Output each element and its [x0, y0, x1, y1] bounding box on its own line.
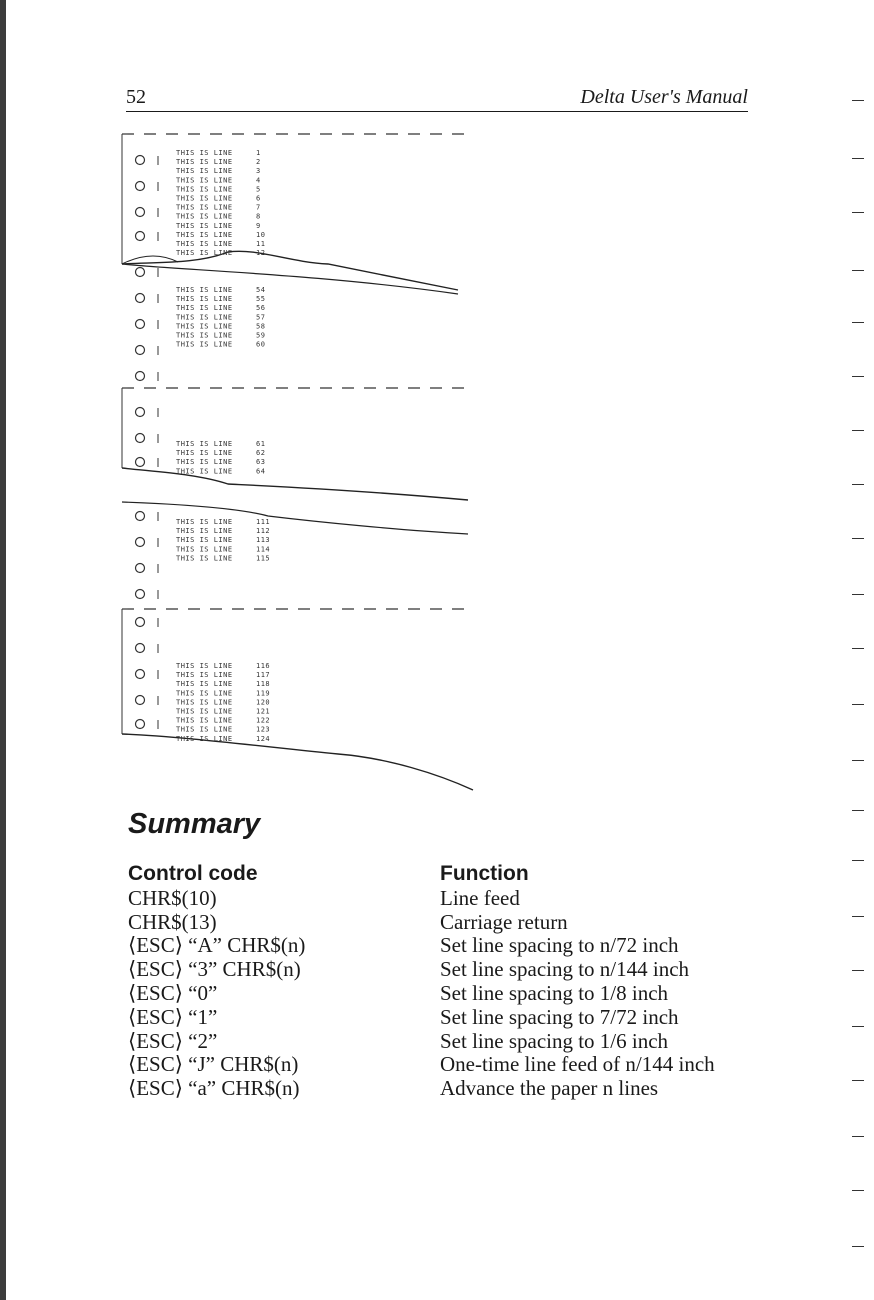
printed-line-text: THIS IS LINE — [176, 221, 233, 230]
printed-line-number: 121 — [256, 707, 271, 716]
page-number: 52 — [126, 86, 146, 108]
printed-line-number: 55 — [256, 295, 266, 304]
printed-line-number: 12 — [256, 249, 266, 258]
printed-line-text: THIS IS LINE — [176, 167, 233, 176]
printed-line-text: THIS IS LINE — [176, 304, 233, 313]
function-description: One-time line feed of n/144 inch — [440, 1052, 715, 1077]
printed-line-text: THIS IS LINE — [176, 176, 233, 185]
control-code-header: Control code — [128, 862, 258, 885]
sprocket-hole — [136, 208, 145, 217]
printed-line-number: 11 — [256, 240, 266, 248]
torn-edge — [122, 251, 458, 290]
printed-line-number: 115 — [256, 554, 271, 563]
printed-line-text: THIS IS LINE — [176, 536, 233, 545]
sprocket-hole — [136, 408, 145, 417]
printed-lines — [176, 149, 270, 743]
function-description: Carriage return — [440, 909, 568, 934]
sprocket-hole — [136, 618, 145, 627]
printed-line-number: 58 — [256, 322, 266, 331]
function-description: Set line spacing to 1/8 inch — [440, 980, 669, 1005]
function-description: Set line spacing to n/72 inch — [440, 933, 679, 958]
control-code: ⟨ESC⟩ “1” — [128, 1004, 218, 1029]
running-title: Delta User's Manual — [580, 86, 748, 108]
sprocket-hole — [136, 294, 145, 303]
printed-line-number: 113 — [256, 536, 271, 545]
margin-tick — [852, 1080, 864, 1081]
printed-line-number: 10 — [256, 230, 266, 239]
printed-line-number: 7 — [256, 203, 261, 212]
printed-line-text: THIS IS LINE — [176, 449, 233, 458]
margin-tick — [852, 1136, 864, 1137]
header-rule — [126, 111, 748, 112]
torn-edge — [122, 468, 468, 500]
margin-tick — [852, 1190, 864, 1191]
printed-line-number: 3 — [256, 167, 261, 176]
printed-line-number: 4 — [256, 176, 261, 185]
control-code: ⟨ESC⟩ “3” CHR$(n) — [128, 957, 301, 982]
printed-line-number: 122 — [256, 716, 271, 725]
sprocket-hole — [136, 644, 145, 653]
margin-tick — [852, 1026, 864, 1027]
sprocket-hole — [136, 268, 145, 277]
control-code: ⟨ESC⟩ “A” CHR$(n) — [128, 933, 306, 958]
printed-line-number: 6 — [256, 194, 261, 203]
function-description: Set line spacing to n/144 inch — [440, 957, 690, 982]
printed-line-number: 8 — [256, 212, 261, 221]
printed-line-number: 124 — [256, 734, 271, 743]
torn-edge — [122, 502, 468, 534]
function-column — [440, 862, 770, 1101]
control-code-column — [128, 862, 428, 1101]
printed-line-number: 9 — [256, 221, 261, 230]
printed-line-number: 59 — [256, 331, 266, 340]
margin-tick — [852, 158, 864, 159]
printed-line-number: 112 — [256, 527, 271, 536]
printed-line-number: 117 — [256, 671, 271, 680]
printed-line-number: 5 — [256, 185, 261, 194]
printed-line-text: THIS IS LINE — [176, 212, 233, 221]
printed-line-text: THIS IS LINE — [176, 467, 233, 476]
printed-line-number: 54 — [256, 286, 266, 294]
printed-line-number: 2 — [256, 158, 261, 167]
torn-edge — [122, 734, 473, 790]
function-description: Line feed — [440, 885, 520, 910]
sprocket-hole — [136, 346, 145, 355]
margin-tick — [852, 704, 864, 705]
printed-line-number: 1 — [256, 149, 261, 157]
printed-line-text: THIS IS LINE — [176, 322, 233, 331]
control-code: ⟨ESC⟩ “a” CHR$(n) — [128, 1076, 300, 1101]
printed-line-text: THIS IS LINE — [176, 662, 233, 670]
printed-line-text: THIS IS LINE — [176, 440, 233, 448]
function-description: Advance the paper n lines — [440, 1076, 659, 1101]
sprocket-hole — [136, 156, 145, 165]
sprocket-hole — [136, 512, 145, 521]
printed-line-number: 57 — [256, 313, 266, 322]
printed-line-text: THIS IS LINE — [176, 185, 233, 194]
margin-tick — [852, 212, 864, 213]
printed-line-text: THIS IS LINE — [176, 149, 233, 157]
margin-tick — [852, 1246, 864, 1247]
margin-tick — [852, 970, 864, 971]
printed-line-text: THIS IS LINE — [176, 680, 233, 689]
margin-tick — [852, 376, 864, 377]
sprocket-hole — [136, 458, 145, 467]
sprocket-hole — [136, 590, 145, 599]
printed-line-number: 64 — [256, 467, 266, 476]
printed-line-number: 120 — [256, 698, 271, 707]
sprocket-hole — [136, 720, 145, 729]
printed-line-text: THIS IS LINE — [176, 295, 233, 304]
printed-line-text: THIS IS LINE — [176, 707, 233, 716]
sprocket-hole — [136, 434, 145, 443]
margin-tick — [852, 484, 864, 485]
printed-line-text: THIS IS LINE — [176, 203, 233, 212]
printed-line-text: THIS IS LINE — [176, 518, 233, 526]
sprocket-hole — [136, 670, 145, 679]
sprocket-hole — [136, 182, 145, 191]
margin-tick — [852, 100, 864, 101]
printed-line-number: 62 — [256, 449, 266, 458]
margin-tick — [852, 860, 864, 861]
printed-line-text: THIS IS LINE — [176, 671, 233, 680]
margin-tick — [852, 322, 864, 323]
control-code: ⟨ESC⟩ “0” — [128, 980, 218, 1005]
printed-line-number: 114 — [256, 545, 271, 554]
printed-line-number: 61 — [256, 440, 266, 448]
function-description: Set line spacing to 1/6 inch — [440, 1028, 669, 1053]
printout-illustration — [118, 124, 478, 804]
printed-line-number: 123 — [256, 725, 271, 734]
printed-line-text: THIS IS LINE — [176, 340, 233, 349]
binding-edge — [0, 0, 6, 1300]
printed-line-text: THIS IS LINE — [176, 240, 233, 248]
printed-line-text: THIS IS LINE — [176, 689, 233, 698]
control-code: CHR$(13) — [128, 909, 217, 934]
printed-line-text: THIS IS LINE — [176, 554, 233, 563]
control-code: ⟨ESC⟩ “2” — [128, 1028, 218, 1053]
printed-line-text: THIS IS LINE — [176, 249, 233, 258]
sprocket-hole — [136, 564, 145, 573]
printed-line-text: THIS IS LINE — [176, 716, 233, 725]
printed-line-number: 118 — [256, 680, 271, 689]
margin-tick — [852, 270, 864, 271]
margin-tick — [852, 916, 864, 917]
torn-edge — [122, 264, 458, 294]
margin-tick — [852, 430, 864, 431]
sprocket-holes — [136, 156, 159, 730]
margin-tick — [852, 648, 864, 649]
control-code: CHR$(10) — [128, 885, 217, 910]
sprocket-hole — [136, 372, 145, 381]
function-header: Function — [440, 862, 529, 885]
printed-line-text: THIS IS LINE — [176, 698, 233, 707]
margin-tick — [852, 594, 864, 595]
control-code: ⟨ESC⟩ “J” CHR$(n) — [128, 1052, 299, 1077]
printed-line-number: 111 — [256, 518, 271, 526]
printed-line-text: THIS IS LINE — [176, 194, 233, 203]
sprocket-hole — [136, 696, 145, 705]
sprocket-hole — [136, 232, 145, 241]
printed-line-text: THIS IS LINE — [176, 158, 233, 167]
function-description: Set line spacing to 7/72 inch — [440, 1004, 679, 1029]
printed-line-number: 63 — [256, 458, 266, 467]
printout-figure — [118, 124, 478, 804]
printed-line-text: THIS IS LINE — [176, 545, 233, 554]
printed-line-text: THIS IS LINE — [176, 331, 233, 340]
printed-line-text: THIS IS LINE — [176, 725, 233, 734]
printed-line-text: THIS IS LINE — [176, 286, 233, 294]
printed-line-number: 119 — [256, 689, 271, 698]
printed-line-text: THIS IS LINE — [176, 458, 233, 467]
margin-tick-marks — [848, 100, 864, 1260]
margin-tick — [852, 810, 864, 811]
margin-tick — [852, 538, 864, 539]
printed-line-number: 60 — [256, 340, 266, 349]
printed-line-text: THIS IS LINE — [176, 734, 233, 743]
summary-title: Summary — [128, 808, 261, 840]
printed-line-number: 56 — [256, 304, 266, 313]
printed-line-text: THIS IS LINE — [176, 230, 233, 239]
sprocket-hole — [136, 538, 145, 547]
printed-line-text: THIS IS LINE — [176, 313, 233, 322]
printed-line-number: 116 — [256, 662, 271, 670]
printed-line-text: THIS IS LINE — [176, 527, 233, 536]
margin-tick — [852, 760, 864, 761]
sprocket-hole — [136, 320, 145, 329]
